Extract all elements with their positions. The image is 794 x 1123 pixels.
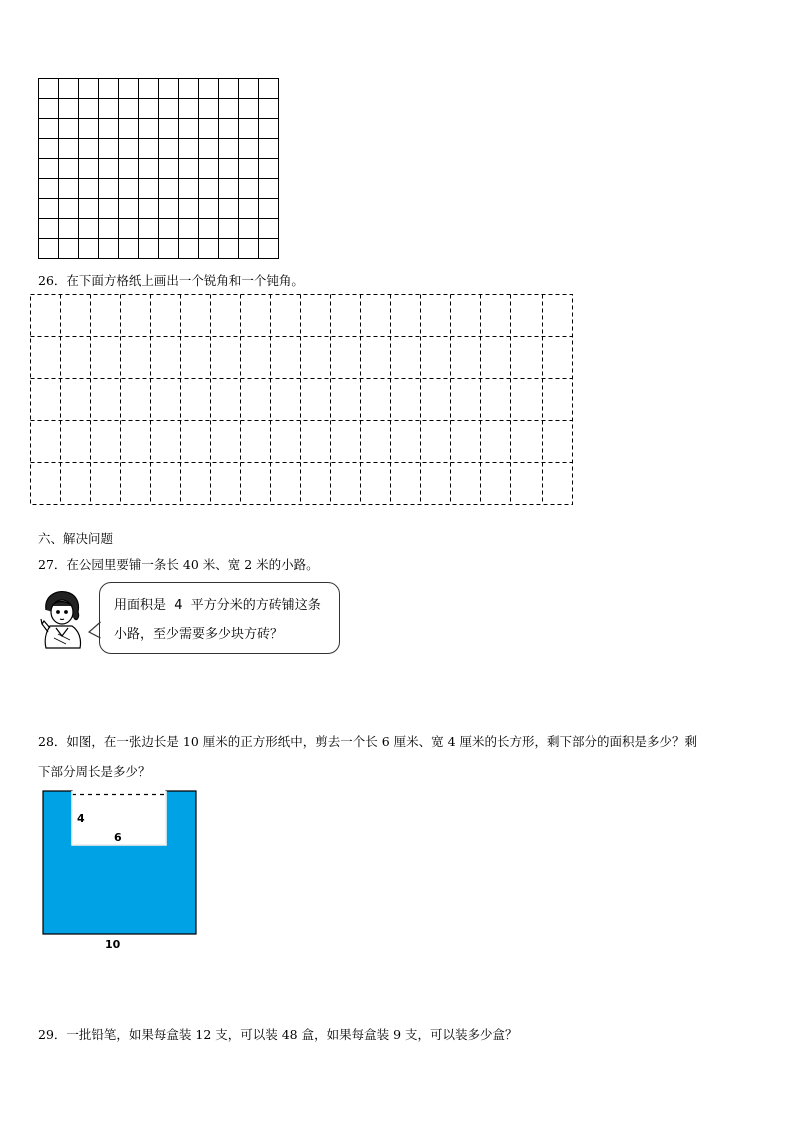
section-title: 六、解决问题 xyxy=(38,531,114,546)
question-text: 在下面方格纸上画出一个锐角和一个钝角。 xyxy=(66,273,304,288)
question-26 xyxy=(38,271,304,289)
question-29 xyxy=(38,1025,518,1043)
girl-thinking-illustration xyxy=(36,588,88,650)
label-height: 4 xyxy=(77,812,85,825)
question-text: 一批铅笔，如果每盒装 12 支，可以装 48 盒，如果每盒装 9 支，可以装多少盒？ xyxy=(66,1027,518,1042)
speech-bubble xyxy=(99,582,340,654)
question-28-line-2: 下部分周长是多少？ xyxy=(38,764,151,779)
label-width: 6 xyxy=(114,831,122,844)
question-number: 26． xyxy=(38,273,67,288)
question-number: 28． xyxy=(38,734,67,749)
remaining-shape xyxy=(43,791,196,934)
question-28-line-1 xyxy=(38,732,697,750)
square-grid-paper xyxy=(38,78,280,260)
question-number: 27． xyxy=(38,557,67,572)
question-27 xyxy=(38,555,319,573)
bubble-line-2: 小路，至少需要多少块方砖？ xyxy=(114,627,284,642)
question-text: 在公园里要铺一条长 40 米、宽 2 米的小路。 xyxy=(66,557,319,572)
label-side: 10 xyxy=(105,938,121,951)
square-with-cutout-figure xyxy=(40,788,202,958)
bubble-line-1: 用面积是 4 平方分米的方砖铺这条 xyxy=(114,598,321,613)
dashed-grid-paper xyxy=(30,294,575,507)
question-text: 如图，在一张边长是 10 厘米的正方形纸中，剪去一个长 6 厘米、宽 4 厘米的长方形，剩下部分的面积是多少？剩 xyxy=(66,734,698,749)
question-number: 29． xyxy=(38,1027,67,1042)
